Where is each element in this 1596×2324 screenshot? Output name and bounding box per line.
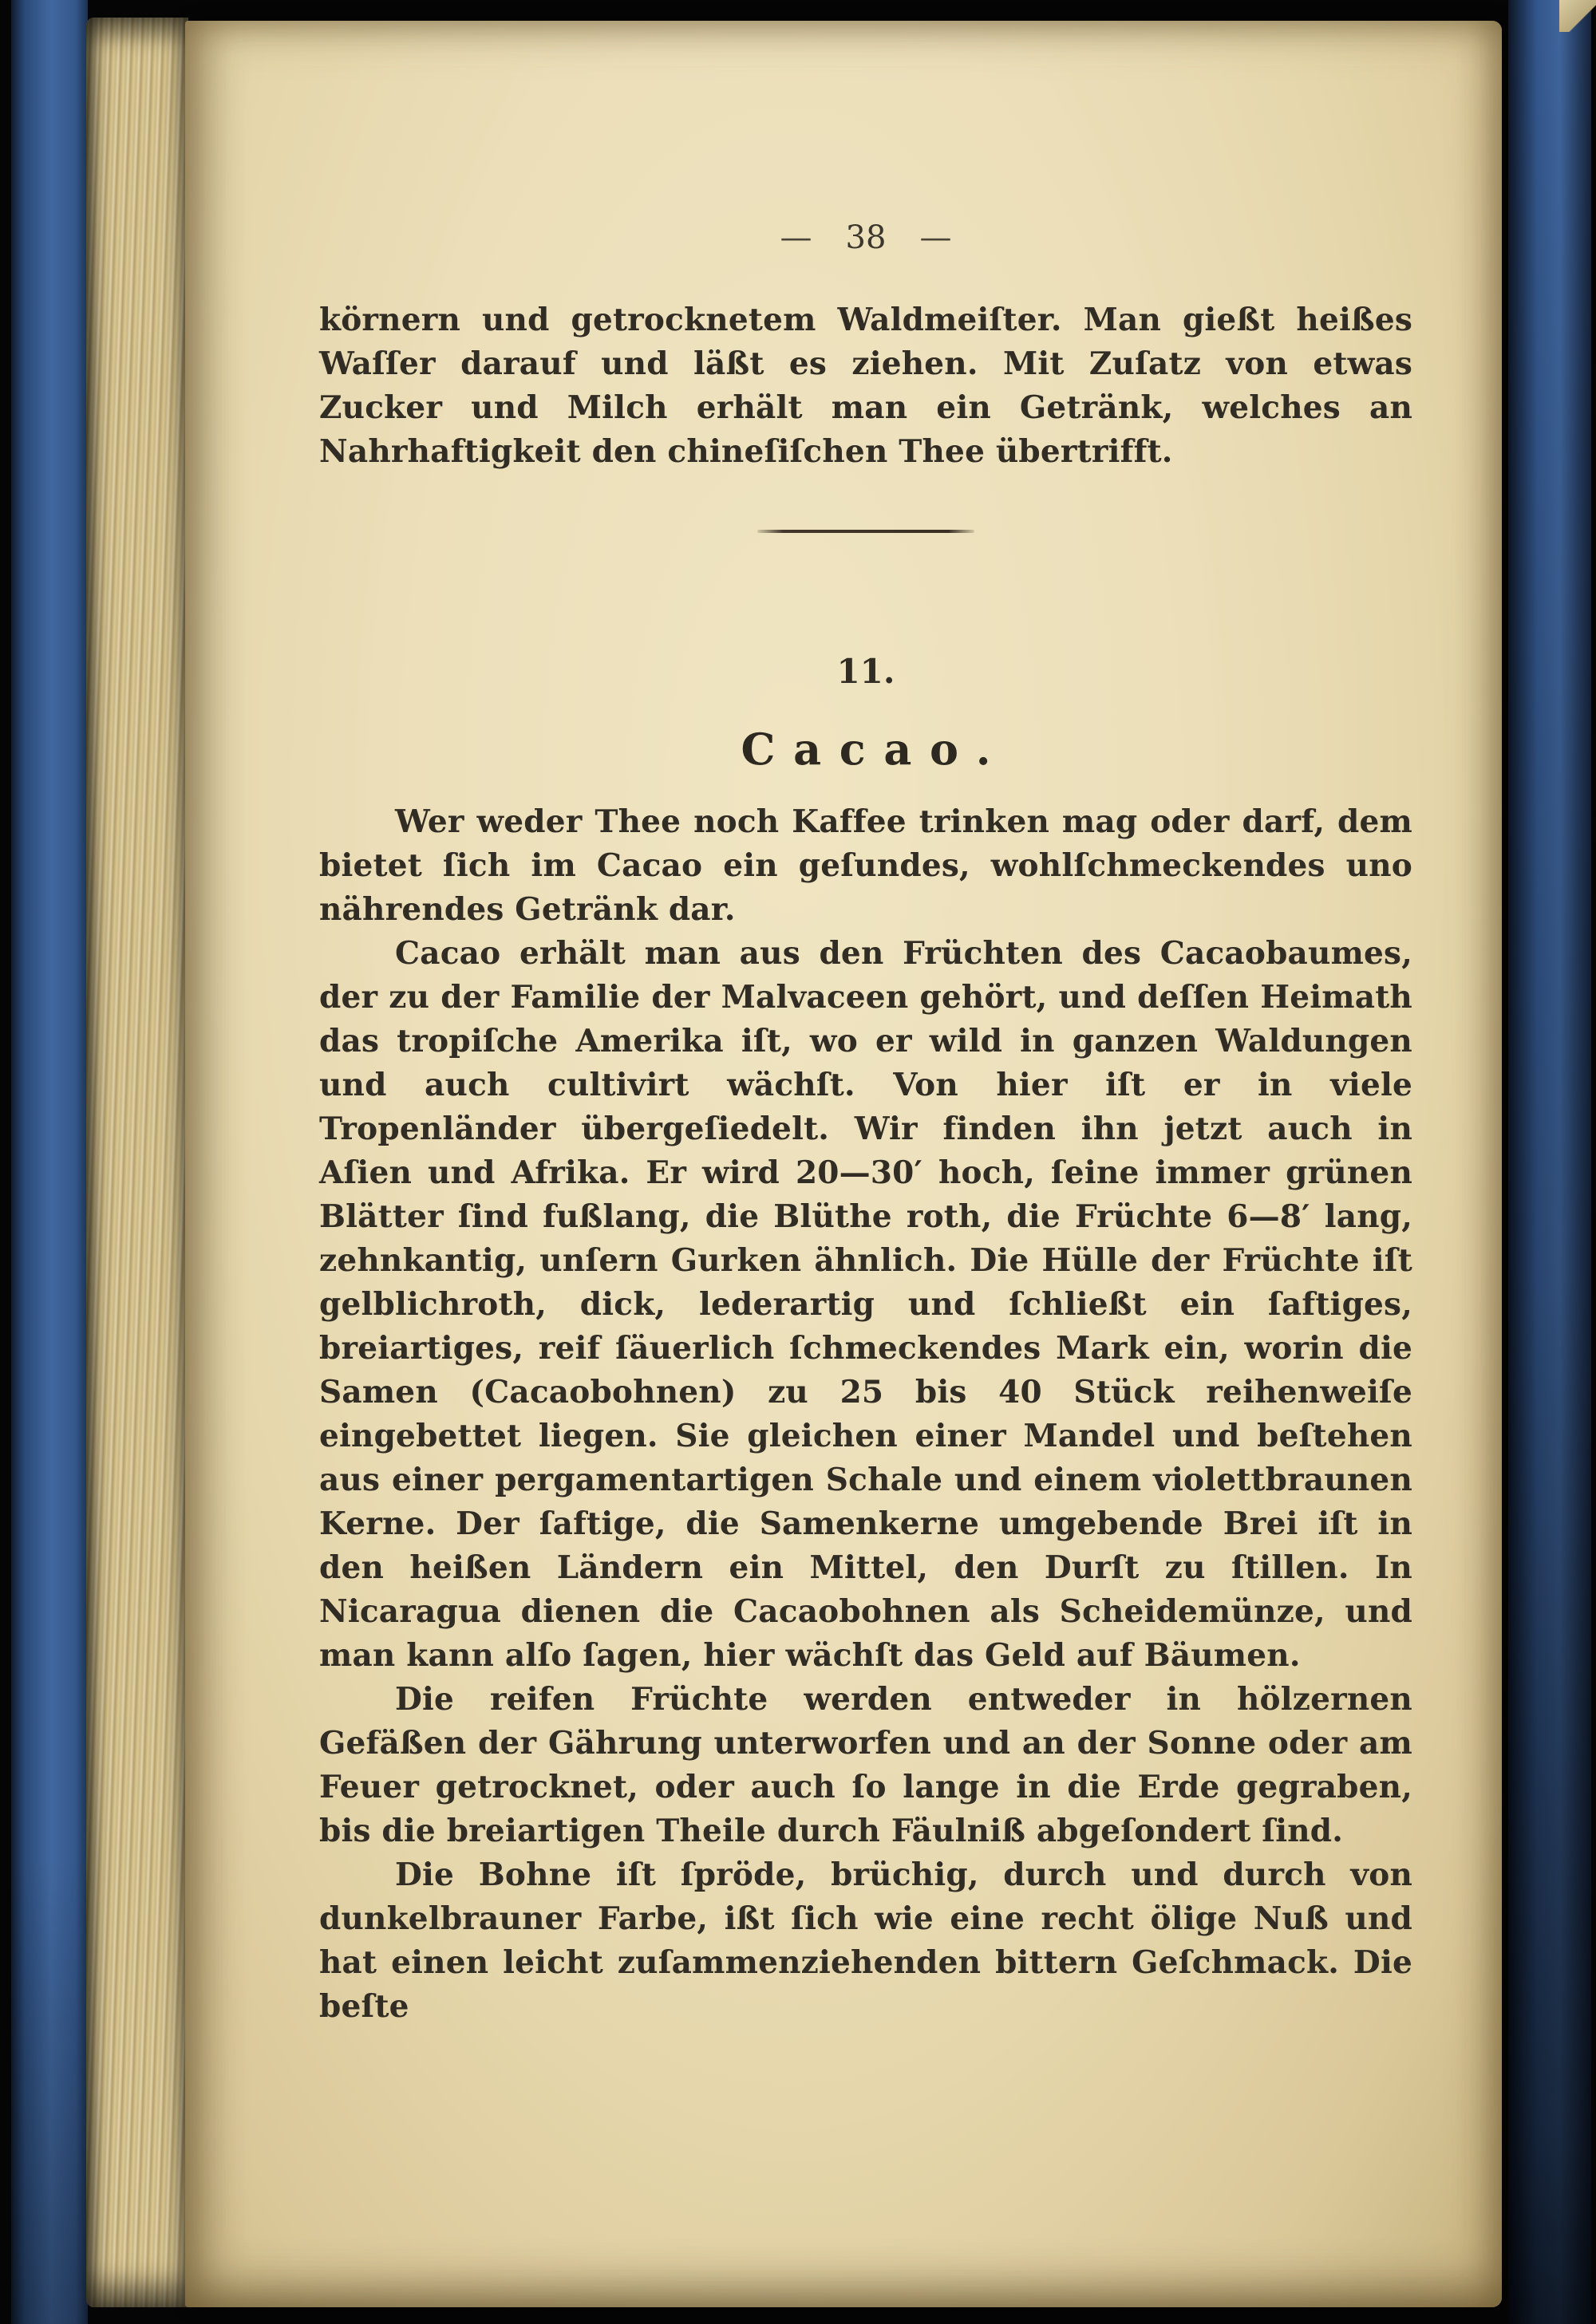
paragraph-processing: Die reifen Früchte werden entweder in hölzernen Gefäßen der Gährung unterworfen und an der Sonne oder am Feuer getrocknet, oder auch ſo lange in die Erde gegraben, bis die breiartigen Theile durch Fäulniß abgeſondert ſind.: [319, 1681, 1412, 1849]
page-edges-stack: [86, 18, 188, 2307]
header-dash-left: —: [780, 219, 812, 256]
header-dash-right: —: [919, 219, 952, 256]
paragraph-continuation: körnern und getrocknetem Waldmeiſter. Man gießt heißes Waſſer darauf und läßt es ziehen. Mit Zuſatz von etwas Zucker und Milch erhält man ein Getränk, welches an Nahrhaftigkeit den chineſiſchen Thee übertrifft.: [319, 302, 1412, 470]
paragraph-intro: Wer weder Thee noch Kaffee trinken mag oder darf, dem bietet ſich im Cacao ein geſundes, wohlſchmeckendes uno nährendes Getränk dar.: [319, 803, 1412, 928]
paragraph-bean: Die Bohne iſt ſpröde, brüchig, durch und durch von dunkelbrauner Farbe, ißt ſich wie eine recht ölige Nuß und hat einen leicht zuſammenziehenden bittern Geſchmack. Die beſte: [319, 1856, 1412, 2025]
book-page: [185, 21, 1502, 2307]
book-cover-left-edge: [11, 0, 88, 2324]
page-header: [319, 216, 1412, 260]
section-number: 11.: [836, 652, 895, 691]
chapter-title: Cacao.: [741, 724, 1009, 775]
paragraph-description: Cacao erhält man aus den Früchten des Cacaobaumes, der zu der Familie der Malvaceen gehört, und deſſen Heimath das tropiſche Amerika iſt, wo er wild in ganzen Waldungen und auch cultivirt wächſt. Von hier iſt er in viele Tropenländer übergeſiedelt. Wir finden ihn jetzt auch in Aſien und Afrika. Er wird 20—30′ hoch, ſeine immer grünen Blätter ſind fußlang, die Blüthe roth, die Früchte 6—8′ lang, zehnkantig, unſern Gurken ähnlich. Die Hülle der Früchte iſt gelblichroth, dick, lederartig und ſchließt ein ſaftiges, breiartiges, reif ſäuerlich ſchmeckendes Mark ein, worin die Samen (Cacaobohnen) zu 25 bis 40 Stück reihenweiſe eingebettet liegen. Sie gleichen einer Mandel und beſtehen aus einer pergamentartigen Schale und einem violettbraunen Kerne. Der ſaftige, die Samenkerne umgebende Brei iſt in den heißen Ländern ein Mittel, den Durſt zu ſtillen. In Nicaragua dienen die Cacaobohnen als Scheidemünze, und man kann alſo ſagen, hier wächſt das Geld auf Bäumen.: [319, 935, 1412, 1674]
page-number: 38: [845, 219, 887, 256]
book-cover-right-edge: [1508, 0, 1591, 2324]
adjacent-page-corner: [1559, 0, 1596, 32]
section-divider-rule: [757, 530, 974, 533]
